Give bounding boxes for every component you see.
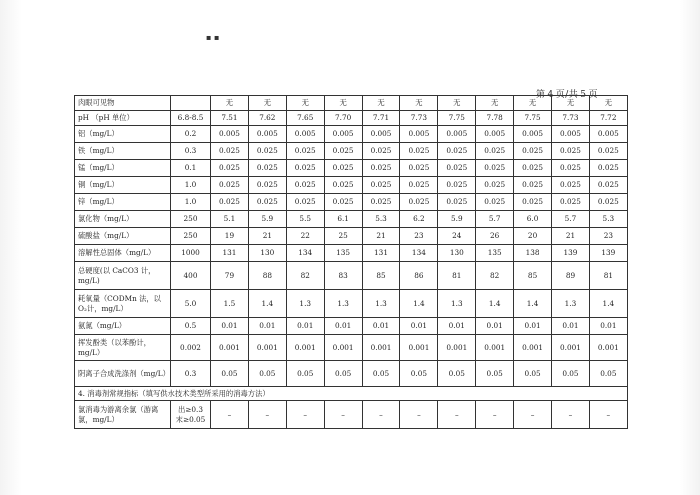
sample-value: 130 (438, 245, 476, 262)
row-label: 氨氮（mg/L） (75, 318, 171, 335)
sample-value: 0.01 (438, 318, 476, 335)
standard-limit: 250 (171, 211, 211, 228)
sample-value: 0.001 (286, 335, 324, 361)
standard-limit: 5.0 (171, 290, 211, 318)
sample-value: 0.05 (589, 361, 627, 387)
sample-value: 0.001 (476, 335, 514, 361)
standard-limit: 1.0 (171, 177, 211, 194)
standard-limit: 0.002 (171, 335, 211, 361)
sample-value: – (248, 401, 286, 429)
sample-value: – (438, 401, 476, 429)
sample-value: 无 (286, 96, 324, 111)
page-number-suffix: 页 (588, 90, 599, 100)
sample-value: 0.025 (438, 143, 476, 160)
sample-value: 24 (438, 228, 476, 245)
sample-value: 0.025 (286, 177, 324, 194)
sample-value: 0.01 (476, 318, 514, 335)
sample-value: 134 (400, 245, 438, 262)
sample-value: 0.025 (211, 177, 249, 194)
scan-mark: ▪ ▪ (206, 33, 220, 42)
sample-value: 0.025 (211, 194, 249, 211)
sample-value: 0.025 (324, 143, 362, 160)
sample-value: 7.75 (514, 111, 552, 126)
sample-value: 0.001 (400, 335, 438, 361)
sample-value: 139 (589, 245, 627, 262)
sample-value: 5.9 (438, 211, 476, 228)
row-label: 阴离子合成洗涤剂（mg/L） (75, 361, 171, 387)
sample-value: 0.025 (552, 177, 590, 194)
row-label: 总硬度(以 CaCO3 计，mg/L) (75, 262, 171, 290)
sample-value: 19 (211, 228, 249, 245)
sample-value: 0.025 (589, 177, 627, 194)
sample-value: 21 (552, 228, 590, 245)
row-label: 硫酸盐（mg/L） (75, 228, 171, 245)
table-row (75, 245, 628, 262)
sample-value: 0.01 (211, 318, 249, 335)
sample-value: – (400, 401, 438, 429)
sample-value: 5.5 (286, 211, 324, 228)
sample-value: 0.025 (211, 160, 249, 177)
sample-value: 0.01 (589, 318, 627, 335)
sample-value: 7.72 (589, 111, 627, 126)
row-label: 耗氧量（CODMn 法，以 O₂计，mg/L） (75, 290, 171, 318)
sample-value: 1.4 (476, 290, 514, 318)
sample-value: 7.73 (552, 111, 590, 126)
table-row (75, 211, 628, 228)
sample-value: 138 (514, 245, 552, 262)
sample-value: 7.51 (211, 111, 249, 126)
sample-value: 无 (362, 96, 400, 111)
standard-limit: 0.2 (171, 126, 211, 143)
sample-value: 0.025 (438, 160, 476, 177)
standard-limit: 1000 (171, 245, 211, 262)
sample-value: 0.05 (286, 361, 324, 387)
sample-value: 0.05 (400, 361, 438, 387)
table-row (75, 361, 628, 387)
sample-value: 6.0 (514, 211, 552, 228)
table-row (75, 401, 628, 429)
standard-limit: 250 (171, 228, 211, 245)
sample-value: 无 (589, 96, 627, 111)
sample-value: 5.1 (211, 211, 249, 228)
sample-value: 0.005 (211, 126, 249, 143)
sample-value: 0.025 (248, 160, 286, 177)
sample-value: 6.1 (324, 211, 362, 228)
sample-value: 0.01 (324, 318, 362, 335)
sample-value: 0.005 (362, 126, 400, 143)
sample-value: 无 (248, 96, 286, 111)
table-row (75, 335, 628, 361)
sample-value: 无 (438, 96, 476, 111)
sample-value: 0.05 (324, 361, 362, 387)
sample-value: 无 (476, 96, 514, 111)
sample-value: 0.05 (476, 361, 514, 387)
row-label: 锰（mg/L） (75, 160, 171, 177)
sample-value: 0.025 (476, 160, 514, 177)
table-row (75, 126, 628, 143)
sample-value: 5.7 (552, 211, 590, 228)
sample-value: 0.025 (552, 160, 590, 177)
sample-value: 0.025 (248, 143, 286, 160)
sample-value: 0.025 (438, 194, 476, 211)
sample-value: 0.01 (248, 318, 286, 335)
row-label: 锌（mg/L） (75, 194, 171, 211)
page-number-current: 4 (547, 90, 554, 100)
sample-value: – (589, 401, 627, 429)
sample-value: 0.01 (514, 318, 552, 335)
sample-value: 0.01 (552, 318, 590, 335)
sample-value: 0.001 (211, 335, 249, 361)
sample-value: 82 (476, 262, 514, 290)
sample-value: 0.01 (286, 318, 324, 335)
sample-value: 7.62 (248, 111, 286, 126)
sample-value: 0.005 (438, 126, 476, 143)
standard-limit: 0.5 (171, 318, 211, 335)
sample-value: 5.3 (362, 211, 400, 228)
sample-value: 0.05 (248, 361, 286, 387)
sample-value: 7.73 (400, 111, 438, 126)
sample-value: 0.005 (248, 126, 286, 143)
sample-value: 0.025 (476, 143, 514, 160)
sample-value: 0.001 (438, 335, 476, 361)
page-number-mid: 页/共 (555, 90, 579, 100)
sample-value: 0.025 (286, 143, 324, 160)
sample-value: 0.025 (514, 160, 552, 177)
sample-value: 135 (476, 245, 514, 262)
sample-value: 0.05 (211, 361, 249, 387)
table-row (75, 111, 628, 126)
standard-limit: 6.8-8.5 (171, 111, 211, 126)
sample-value: 0.005 (476, 126, 514, 143)
sample-value: 89 (552, 262, 590, 290)
sample-value: 0.025 (514, 177, 552, 194)
sample-value: 0.05 (438, 361, 476, 387)
sample-value: 无 (400, 96, 438, 111)
sample-value: 1.4 (514, 290, 552, 318)
row-label: 铜（mg/L） (75, 177, 171, 194)
sample-value: 82 (286, 262, 324, 290)
sample-value: 139 (552, 245, 590, 262)
sample-value: 0.005 (589, 126, 627, 143)
sample-value: 0.025 (286, 194, 324, 211)
sample-value: 21 (248, 228, 286, 245)
sample-value: 1.3 (286, 290, 324, 318)
sample-value: 0.025 (589, 194, 627, 211)
sample-value: 0.001 (514, 335, 552, 361)
sample-value: 0.001 (589, 335, 627, 361)
sample-value: 131 (362, 245, 400, 262)
sample-value: 0.005 (324, 126, 362, 143)
sample-value: 5.3 (589, 211, 627, 228)
sample-value: 0.025 (362, 143, 400, 160)
standard-limit (171, 401, 211, 429)
sample-value: 0.025 (438, 177, 476, 194)
sample-value: 25 (324, 228, 362, 245)
section-header-row (75, 387, 628, 401)
sample-value: 1.4 (589, 290, 627, 318)
row-label: 溶解性总固体（mg/L） (75, 245, 171, 262)
table-row (75, 194, 628, 211)
table-row (75, 143, 628, 160)
sample-value: 0.025 (324, 194, 362, 211)
sample-value: 134 (286, 245, 324, 262)
sample-value: – (514, 401, 552, 429)
page-number-prefix: 第 (536, 90, 546, 100)
table-row (75, 160, 628, 177)
sample-value: 88 (248, 262, 286, 290)
sample-value: 79 (211, 262, 249, 290)
row-label: pH （pH 单位） (75, 111, 171, 126)
sample-value: 无 (324, 96, 362, 111)
sample-value: 1.4 (248, 290, 286, 318)
sample-value: 0.025 (324, 177, 362, 194)
standard-limit: 0.3 (171, 361, 211, 387)
sample-value: 0.025 (362, 194, 400, 211)
sample-value: 0.025 (514, 143, 552, 160)
sample-value: 23 (400, 228, 438, 245)
sample-value: 0.025 (476, 194, 514, 211)
sample-value: 1.3 (552, 290, 590, 318)
sample-value: 6.2 (400, 211, 438, 228)
sample-value: 0.025 (552, 143, 590, 160)
sample-value: – (211, 401, 249, 429)
sample-value: 0.025 (552, 194, 590, 211)
standard-limit (171, 96, 211, 111)
row-label: 氯化物（mg/L） (75, 211, 171, 228)
sample-value: 0.025 (286, 160, 324, 177)
sample-value: 0.025 (589, 160, 627, 177)
sample-value: 5.7 (476, 211, 514, 228)
sample-value: 1.4 (400, 290, 438, 318)
row-label: 肉眼可见物 (75, 96, 171, 111)
sample-value: – (286, 401, 324, 429)
sample-value: 21 (362, 228, 400, 245)
sample-value: – (552, 401, 590, 429)
sample-value: 20 (514, 228, 552, 245)
sample-value: 0.005 (514, 126, 552, 143)
sample-value: 0.001 (248, 335, 286, 361)
sample-value: 131 (211, 245, 249, 262)
sample-value: 26 (476, 228, 514, 245)
section-title: 4. 消毒剂常规指标（填写供水技术类型所采用的消毒方法） (75, 387, 628, 401)
sample-value: 0.025 (211, 143, 249, 160)
sample-value: – (362, 401, 400, 429)
sample-value: 7.75 (438, 111, 476, 126)
sample-value: – (476, 401, 514, 429)
sample-value: 0.005 (400, 126, 438, 143)
sample-value: 1.3 (438, 290, 476, 318)
sample-value: 7.70 (324, 111, 362, 126)
standard-limit-outlet: 出≥0.3 (177, 405, 203, 415)
sample-value: 0.05 (552, 361, 590, 387)
sample-value: 0.025 (514, 194, 552, 211)
table-row (75, 318, 628, 335)
sample-value: 0.025 (362, 160, 400, 177)
table-row (75, 228, 628, 245)
sample-value: 无 (211, 96, 249, 111)
sample-value: 7.71 (362, 111, 400, 126)
sample-value: 85 (362, 262, 400, 290)
sample-value: 无 (552, 96, 590, 111)
row-label: 氯消毒为游离余氯（游离氯，mg/L） (75, 401, 171, 429)
sample-value: 0.025 (400, 143, 438, 160)
sample-value: 0.025 (324, 160, 362, 177)
row-label: 挥发酚类（以苯酚计，mg/L） (75, 335, 171, 361)
sample-value: 5.9 (248, 211, 286, 228)
sample-value: 0.05 (362, 361, 400, 387)
sample-value: 无 (514, 96, 552, 111)
standard-limit: 0.3 (171, 143, 211, 160)
sample-value: 7.78 (476, 111, 514, 126)
sample-value: 86 (400, 262, 438, 290)
sample-value: 23 (589, 228, 627, 245)
table-row (75, 96, 628, 111)
row-label: 铝（mg/L） (75, 126, 171, 143)
sample-value: 1.3 (324, 290, 362, 318)
standard-limit: 0.1 (171, 160, 211, 177)
sample-value: 0.005 (552, 126, 590, 143)
sample-value: 0.025 (400, 160, 438, 177)
row-label: 铁（mg/L） (75, 143, 171, 160)
sample-value: 0.005 (286, 126, 324, 143)
sample-value: 135 (324, 245, 362, 262)
sample-value: 83 (324, 262, 362, 290)
sample-value: 0.025 (400, 194, 438, 211)
sample-value: 0.025 (476, 177, 514, 194)
page-number-total: 5 (580, 90, 587, 100)
sample-value: 81 (589, 262, 627, 290)
sample-value: 0.001 (324, 335, 362, 361)
sample-value: 130 (248, 245, 286, 262)
sample-value: 0.01 (400, 318, 438, 335)
sample-value: 0.025 (589, 143, 627, 160)
sample-value: 0.025 (362, 177, 400, 194)
table-row (75, 290, 628, 318)
sample-value: 0.025 (400, 177, 438, 194)
sample-value: 1.3 (362, 290, 400, 318)
sample-value: 22 (286, 228, 324, 245)
sample-value: 1.5 (211, 290, 249, 318)
table-row (75, 177, 628, 194)
sample-value: 0.025 (248, 194, 286, 211)
sample-value: 0.01 (362, 318, 400, 335)
standard-limit: 400 (171, 262, 211, 290)
sample-value: 0.025 (248, 177, 286, 194)
sample-value: 0.001 (552, 335, 590, 361)
sample-value: – (324, 401, 362, 429)
sample-value: 85 (514, 262, 552, 290)
sample-value: 0.05 (514, 361, 552, 387)
sample-value: 7.65 (286, 111, 324, 126)
standard-limit: 1.0 (171, 194, 211, 211)
table-row (75, 262, 628, 290)
water-quality-table (74, 95, 628, 429)
sample-value: 0.001 (362, 335, 400, 361)
standard-limit-end: 末≥0.05 (175, 414, 206, 424)
sample-value: 81 (438, 262, 476, 290)
